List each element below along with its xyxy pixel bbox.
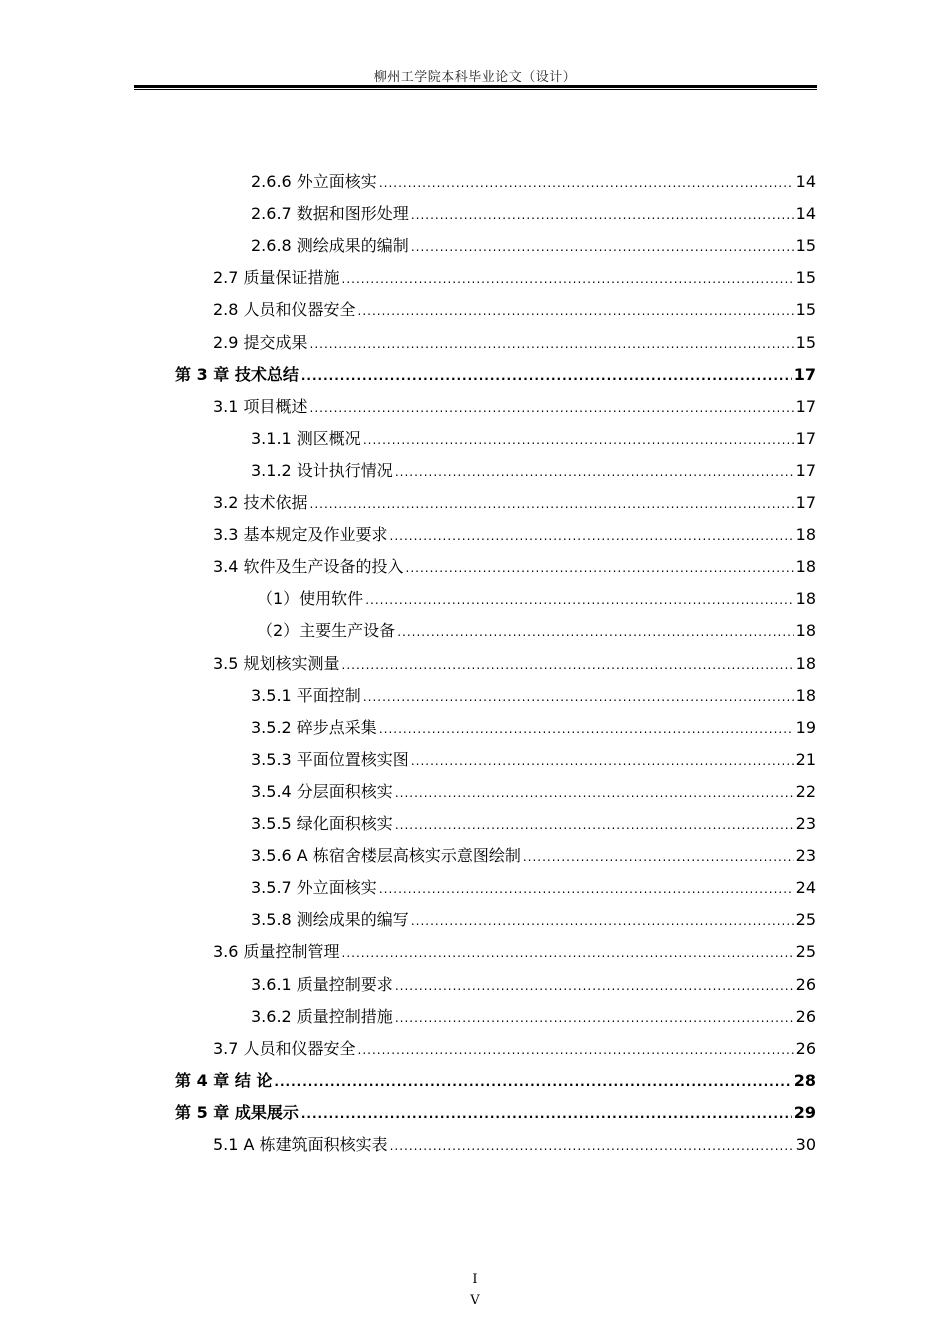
toc-entry[interactable]: [251, 876, 816, 900]
toc-leader-dots: [397, 620, 793, 644]
toc-entry[interactable]: [251, 202, 816, 226]
page-header-title: 柳州工学院本科毕业论文（设计）: [373, 70, 577, 85]
toc-entry-page-number: 26: [795, 1038, 816, 1058]
toc-entry-label: 3.5.5 绿化面积核实: [251, 814, 393, 833]
toc-leader-dots: [301, 364, 792, 388]
header-rule-thin: [134, 89, 817, 90]
toc-entry-page-number: 25: [795, 910, 816, 930]
toc-leader-dots: [406, 556, 794, 580]
toc-leader-dots: [390, 524, 794, 548]
toc-entry-label: 5.1 A 栋建筑面积核实表: [213, 1135, 388, 1154]
toc-entry[interactable]: [213, 940, 816, 964]
toc-entry-page-number: 30: [795, 1135, 816, 1154]
toc-entry-label: 3.5.6 A 栋宿舍楼层高核实示意图绘制: [251, 846, 521, 866]
toc-entry-label: 3.6.1 质量控制要求: [251, 974, 393, 994]
toc-entry-label: 第 5 章 成果展示: [175, 1102, 299, 1122]
toc-entry[interactable]: [251, 780, 816, 804]
toc-leader-dots: [411, 235, 794, 259]
toc-leader-dots: [379, 877, 794, 901]
toc-entry[interactable]: [251, 234, 816, 258]
toc-entry-label: 2.6.6 外立面核实: [251, 172, 377, 191]
toc-entry[interactable]: [213, 555, 816, 579]
toc-entry-page-number: 28: [793, 1070, 816, 1090]
toc-leader-dots: [395, 974, 794, 998]
toc-leader-dots: [342, 941, 794, 965]
toc-leader-dots: [365, 588, 793, 612]
toc-entry-page-number: 17: [793, 364, 816, 384]
toc-entry-label: 2.8 人员和仪器安全: [213, 300, 356, 320]
toc-entry[interactable]: [251, 684, 816, 708]
toc-entry[interactable]: [213, 1133, 816, 1157]
toc-leader-dots: [310, 332, 794, 356]
toc-leader-dots: [342, 267, 794, 291]
toc-entry-label: 3.6 质量控制管理: [213, 942, 340, 962]
toc-entry-label: 2.9 提交成果: [213, 332, 308, 352]
toc-entry-page-number: 29: [793, 1102, 816, 1122]
toc-entry[interactable]: [213, 523, 816, 547]
toc-entry-page-number: 18: [795, 557, 816, 577]
toc-entry[interactable]: [213, 331, 816, 355]
toc-entry-page-number: 17: [795, 428, 816, 448]
toc-leader-dots: [379, 717, 794, 741]
toc-entry-label: （1）使用软件: [257, 589, 364, 609]
toc-entry[interactable]: [251, 844, 816, 868]
toc-entry[interactable]: [251, 748, 816, 772]
toc-entry-page-number: 18: [795, 525, 816, 545]
toc-entry-page-number: 18: [795, 653, 816, 673]
toc-entry-page-number: 18: [795, 589, 816, 609]
toc-entry-label: 3.5.3 平面位置核实图: [251, 749, 409, 769]
toc-entry-label: 第 3 章 技术总结: [175, 364, 299, 384]
toc-entry[interactable]: [213, 1037, 816, 1061]
toc-leader-dots: [395, 1006, 794, 1030]
toc-leader-dots: [274, 1070, 791, 1094]
toc-leader-dots: [363, 685, 794, 709]
toc-entry-label: 3.5.1 平面控制: [251, 685, 361, 705]
toc-entry[interactable]: [251, 716, 816, 740]
toc-entry[interactable]: [175, 1069, 816, 1093]
toc-entry[interactable]: [251, 427, 816, 451]
page-number-line1: I: [472, 1272, 478, 1287]
header-rule: [134, 85, 817, 88]
toc-leader-dots: [379, 171, 794, 195]
toc-leader-dots: [395, 460, 794, 484]
toc-entry-page-number: 17: [795, 493, 816, 512]
toc-entry[interactable]: [213, 491, 816, 515]
toc-entry-page-number: 14: [795, 204, 816, 224]
toc-entry[interactable]: [251, 812, 816, 836]
toc-entry-label: 3.7 人员和仪器安全: [213, 1038, 356, 1058]
toc-entry-page-number: 15: [795, 300, 816, 320]
toc-leader-dots: [310, 396, 794, 420]
page-number-line2: V: [470, 1293, 480, 1308]
toc-entry-page-number: 18: [795, 621, 816, 641]
toc-entry-label: 3.3 基本规定及作业要求: [213, 525, 388, 545]
toc-entry-label: 3.5.2 碎步点采集: [251, 717, 377, 737]
toc-entry-page-number: 22: [795, 781, 816, 801]
toc-entry-label: （2）主要生产设备: [257, 621, 396, 641]
toc-entry-page-number: 26: [795, 974, 816, 994]
toc-leader-dots: [358, 1038, 794, 1062]
toc-leader-dots: [310, 492, 794, 516]
toc-entry-label: 3.1.1 测区概况: [251, 428, 361, 448]
toc-entry-label: 第 4 章 结 论: [175, 1070, 273, 1090]
toc-entry[interactable]: [175, 1101, 816, 1125]
toc-entry-page-number: 17: [795, 396, 816, 416]
toc-entry-label: 3.2 技术依据: [213, 493, 308, 512]
toc-entry-label: 3.4 软件及生产设备的投入: [213, 557, 404, 577]
toc-entry[interactable]: [251, 1005, 816, 1029]
toc-leader-dots: [390, 1134, 794, 1158]
toc-entry-label: 2.6.7 数据和图形处理: [251, 204, 409, 224]
toc-leader-dots: [411, 203, 794, 227]
toc-entry-page-number: 25: [795, 942, 816, 962]
toc-entry-label: 3.5.7 外立面核实: [251, 878, 377, 898]
toc-entry[interactable]: [251, 908, 816, 932]
toc-entry[interactable]: [257, 587, 816, 611]
toc-leader-dots: [358, 299, 794, 323]
toc-entry[interactable]: [257, 619, 816, 643]
toc-entry-label: 3.6.2 质量控制措施: [251, 1006, 393, 1026]
toc-entry-label: 3.5.8 测绘成果的编写: [251, 910, 409, 930]
toc-entry[interactable]: [251, 459, 816, 483]
toc-entry-page-number: 21: [795, 749, 816, 769]
toc-entry-label: 3.1.2 设计执行情况: [251, 460, 393, 480]
toc-leader-dots: [395, 781, 794, 805]
toc-leader-dots: [523, 845, 794, 869]
toc-entry[interactable]: [213, 266, 816, 290]
toc-entry[interactable]: [251, 973, 816, 997]
toc-entry-page-number: 19: [795, 717, 816, 737]
toc-entry-label: 3.5 规划核实测量: [213, 653, 340, 673]
toc-leader-dots: [395, 813, 794, 837]
toc-entry-label: 2.7 质量保证措施: [213, 268, 340, 288]
toc-entry[interactable]: [251, 170, 816, 194]
toc-leader-dots: [411, 909, 794, 933]
toc-entry-page-number: 14: [795, 172, 816, 191]
toc-entry[interactable]: [213, 652, 816, 676]
toc-entry[interactable]: [213, 395, 816, 419]
toc-entry-page-number: 24: [795, 878, 816, 898]
toc-leader-dots: [301, 1102, 792, 1126]
toc-entry-label: 3.5.4 分层面积核实: [251, 781, 393, 801]
toc-entry-page-number: 26: [795, 1006, 816, 1026]
toc-entry[interactable]: [213, 298, 816, 322]
toc-entry-page-number: 15: [795, 236, 816, 256]
toc-entry-page-number: 23: [795, 846, 816, 866]
toc-entry[interactable]: [175, 363, 816, 387]
toc-entry-page-number: 15: [795, 332, 816, 352]
toc-entry-page-number: 23: [795, 814, 816, 833]
toc-entry-label: 2.6.8 测绘成果的编制: [251, 236, 409, 256]
toc-entry-page-number: 17: [795, 460, 816, 480]
toc-entry-page-number: 15: [795, 268, 816, 288]
toc-entry-page-number: 18: [795, 685, 816, 705]
toc-leader-dots: [342, 653, 794, 677]
toc-leader-dots: [411, 749, 794, 773]
toc-leader-dots: [363, 428, 794, 452]
toc-entry-label: 3.1 项目概述: [213, 396, 308, 416]
